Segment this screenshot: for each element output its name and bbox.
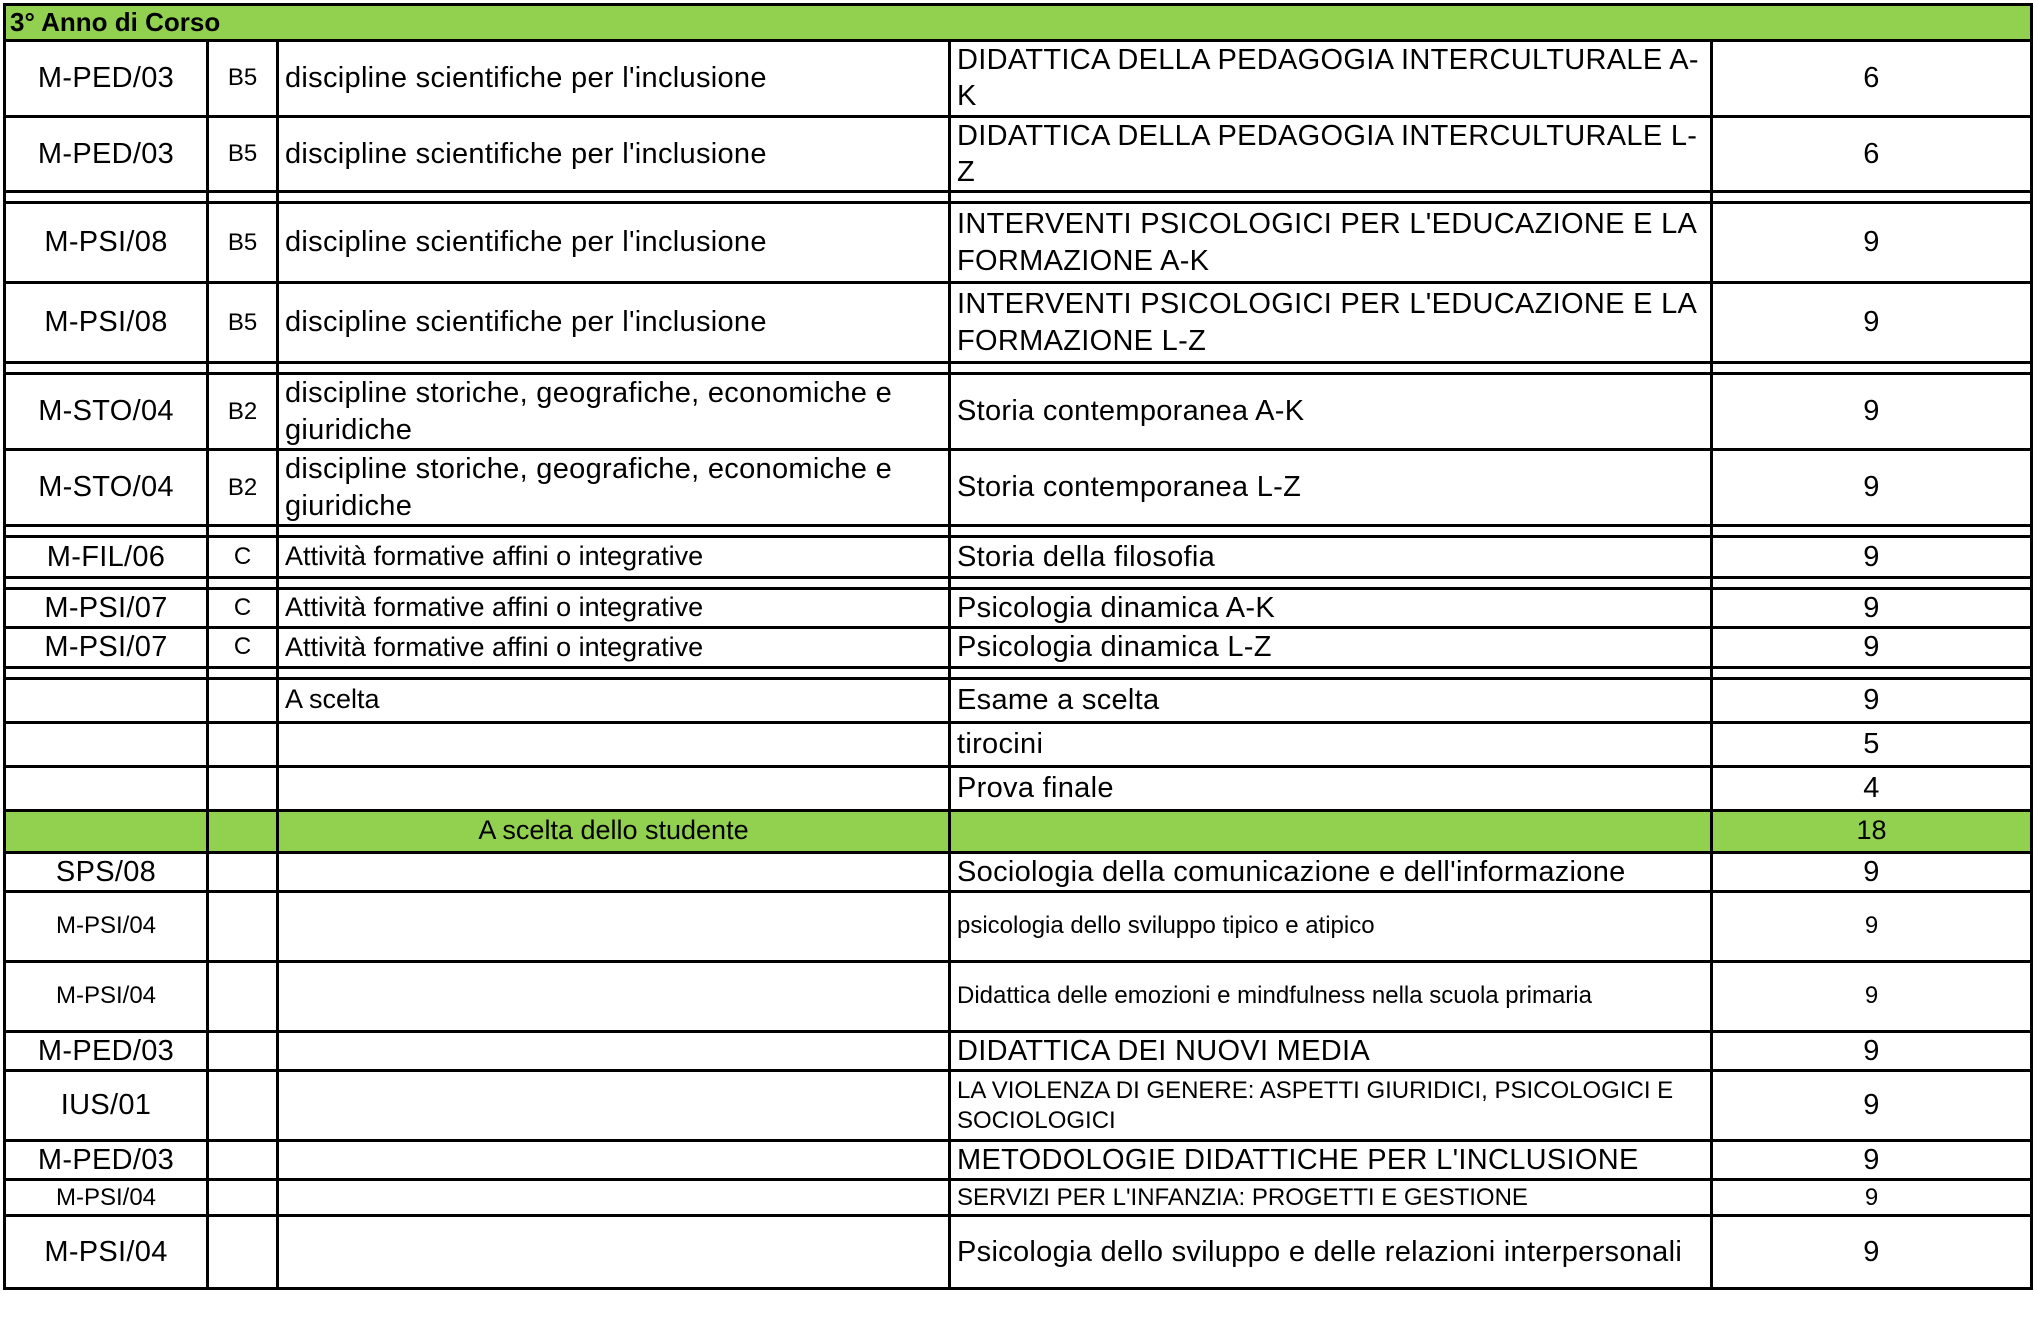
cfu-cell: 5 <box>1712 722 2032 766</box>
course-cell: Psicologia dinamica L-Z <box>950 628 1712 667</box>
year-header-row <box>5 5 2032 41</box>
course-cell: Didattica delle emozioni e mindfulness nella scuola primaria <box>950 961 1712 1031</box>
table-row <box>5 203 2032 283</box>
spacer-row <box>5 363 2032 374</box>
cfu-cell: 6 <box>1712 41 2032 117</box>
code-cell: B5 <box>208 203 278 283</box>
cfu-cell: 9 <box>1712 678 2032 722</box>
ssd-cell: M-PSI/08 <box>5 283 208 363</box>
table-row <box>5 1180 2032 1216</box>
area-cell: A scelta <box>278 678 950 722</box>
ssd-cell: M-PSI/04 <box>5 961 208 1031</box>
course-cell: DIDATTICA DELLA PEDAGOGIA INTERCULTURALE A-K <box>950 41 1712 117</box>
table-row <box>5 852 2032 891</box>
cfu-cell: 9 <box>1712 628 2032 667</box>
table-row <box>5 678 2032 722</box>
table-row <box>5 891 2032 961</box>
course-cell: SERVIZI PER L'INFANZIA: PROGETTI E GESTIONE <box>950 1180 1712 1216</box>
table-row <box>5 1031 2032 1070</box>
ssd-cell: M-STO/04 <box>5 374 208 450</box>
cfu-cell: 9 <box>1712 203 2032 283</box>
course-cell: Esame a scelta <box>950 678 1712 722</box>
code-cell: C <box>208 628 278 667</box>
ssd-cell: M-PSI/08 <box>5 203 208 283</box>
area-cell: discipline storiche, geografiche, economiche e giuridiche <box>278 450 950 526</box>
table-row <box>5 722 2032 766</box>
code-cell <box>208 722 278 766</box>
code-cell <box>208 766 278 810</box>
course-cell: DIDATTICA DEI NUOVI MEDIA <box>950 1031 1712 1070</box>
cfu-cell: 9 <box>1712 1031 2032 1070</box>
course-cell: METODOLOGIE DIDATTICHE PER L'INCLUSIONE <box>950 1141 1712 1180</box>
ssd-cell: IUS/01 <box>5 1071 208 1141</box>
table-row <box>5 1141 2032 1180</box>
elective-header-row <box>5 810 2032 852</box>
course-cell: Prova finale <box>950 766 1712 810</box>
ssd-cell: M-STO/04 <box>5 450 208 526</box>
area-cell: Attività formative affini o integrative <box>278 537 950 578</box>
course-cell: LA VIOLENZA DI GENERE: ASPETTI GIURIDICI, PSICOLOGICI E SOCIOLOGICI <box>950 1071 1712 1141</box>
table-row <box>5 41 2032 117</box>
ssd-cell: M-PSI/04 <box>5 1180 208 1216</box>
code-cell: C <box>208 537 278 578</box>
table-row <box>5 374 2032 450</box>
course-cell: Psicologia dello sviluppo e delle relazioni interpersonali <box>950 1216 1712 1289</box>
cfu-cell: 9 <box>1712 1071 2032 1141</box>
course-cell: Storia della filosofia <box>950 537 1712 578</box>
ssd-cell: M-FIL/06 <box>5 537 208 578</box>
code-cell: B5 <box>208 283 278 363</box>
table-row <box>5 116 2032 192</box>
code-cell: B2 <box>208 374 278 450</box>
area-cell: discipline scientifiche per l'inclusione <box>278 203 950 283</box>
course-cell: INTERVENTI PSICOLOGICI PER L'EDUCAZIONE E LA FORMAZIONE A-K <box>950 203 1712 283</box>
cfu-cell: 9 <box>1712 1216 2032 1289</box>
table-row <box>5 628 2032 667</box>
ssd-cell <box>5 678 208 722</box>
area-cell <box>278 766 950 810</box>
ssd-cell: M-PED/03 <box>5 41 208 117</box>
table-row <box>5 961 2032 1031</box>
ssd-cell: M-PSI/07 <box>5 589 208 628</box>
cfu-cell: 9 <box>1712 1180 2032 1216</box>
cfu-cell: 9 <box>1712 961 2032 1031</box>
cfu-cell: 9 <box>1712 1141 2032 1180</box>
ssd-cell: SPS/08 <box>5 852 208 891</box>
elective-header-label: A scelta dello studente <box>278 810 950 852</box>
cfu-cell: 9 <box>1712 891 2032 961</box>
ssd-cell <box>5 766 208 810</box>
cfu-cell: 9 <box>1712 852 2032 891</box>
area-cell: discipline scientifiche per l'inclusione <box>278 116 950 192</box>
code-cell: B5 <box>208 116 278 192</box>
ssd-cell <box>5 722 208 766</box>
area-cell: Attività formative affini o integrative <box>278 628 950 667</box>
course-cell: psicologia dello sviluppo tipico e atipico <box>950 891 1712 961</box>
year-header: 3° Anno di Corso <box>5 5 2032 41</box>
spacer-row <box>5 667 2032 678</box>
area-cell <box>278 722 950 766</box>
cfu-cell: 9 <box>1712 537 2032 578</box>
ssd-cell: M-PSI/04 <box>5 891 208 961</box>
ssd-cell: M-PED/03 <box>5 1031 208 1070</box>
ssd-cell: M-PED/03 <box>5 116 208 192</box>
spacer-row <box>5 578 2032 589</box>
cfu-cell: 9 <box>1712 589 2032 628</box>
table-row <box>5 283 2032 363</box>
code-cell: B5 <box>208 41 278 117</box>
cfu-cell: 6 <box>1712 116 2032 192</box>
course-cell: Sociologia della comunicazione e dell'informazione <box>950 852 1712 891</box>
course-cell: INTERVENTI PSICOLOGICI PER L'EDUCAZIONE E LA FORMAZIONE L-Z <box>950 283 1712 363</box>
course-cell: Psicologia dinamica A-K <box>950 589 1712 628</box>
area-cell: Attività formative affini o integrative <box>278 589 950 628</box>
area-cell: discipline storiche, geografiche, economiche e giuridiche <box>278 374 950 450</box>
table-row <box>5 537 2032 578</box>
table-row <box>5 766 2032 810</box>
spacer-row <box>5 192 2032 203</box>
table-row <box>5 450 2032 526</box>
cfu-cell: 9 <box>1712 374 2032 450</box>
ssd-cell: M-PSI/04 <box>5 1216 208 1289</box>
spacer-row <box>5 526 2032 537</box>
course-cell: Storia contemporanea L-Z <box>950 450 1712 526</box>
code-cell: C <box>208 589 278 628</box>
elective-header-cfu: 18 <box>1712 810 2032 852</box>
course-cell: Storia contemporanea A-K <box>950 374 1712 450</box>
table-row <box>5 1071 2032 1141</box>
cfu-cell: 9 <box>1712 450 2032 526</box>
cfu-cell: 9 <box>1712 283 2032 363</box>
ssd-cell: M-PSI/07 <box>5 628 208 667</box>
course-cell: DIDATTICA DELLA PEDAGOGIA INTERCULTURALE L-Z <box>950 116 1712 192</box>
ssd-cell: M-PED/03 <box>5 1141 208 1180</box>
cfu-cell: 4 <box>1712 766 2032 810</box>
course-cell: tirocini <box>950 722 1712 766</box>
table-row <box>5 589 2032 628</box>
code-cell <box>208 678 278 722</box>
table-row <box>5 1216 2032 1289</box>
area-cell: discipline scientifiche per l'inclusione <box>278 283 950 363</box>
area-cell: discipline scientifiche per l'inclusione <box>278 41 950 117</box>
course-table <box>3 3 2033 1290</box>
code-cell: B2 <box>208 450 278 526</box>
